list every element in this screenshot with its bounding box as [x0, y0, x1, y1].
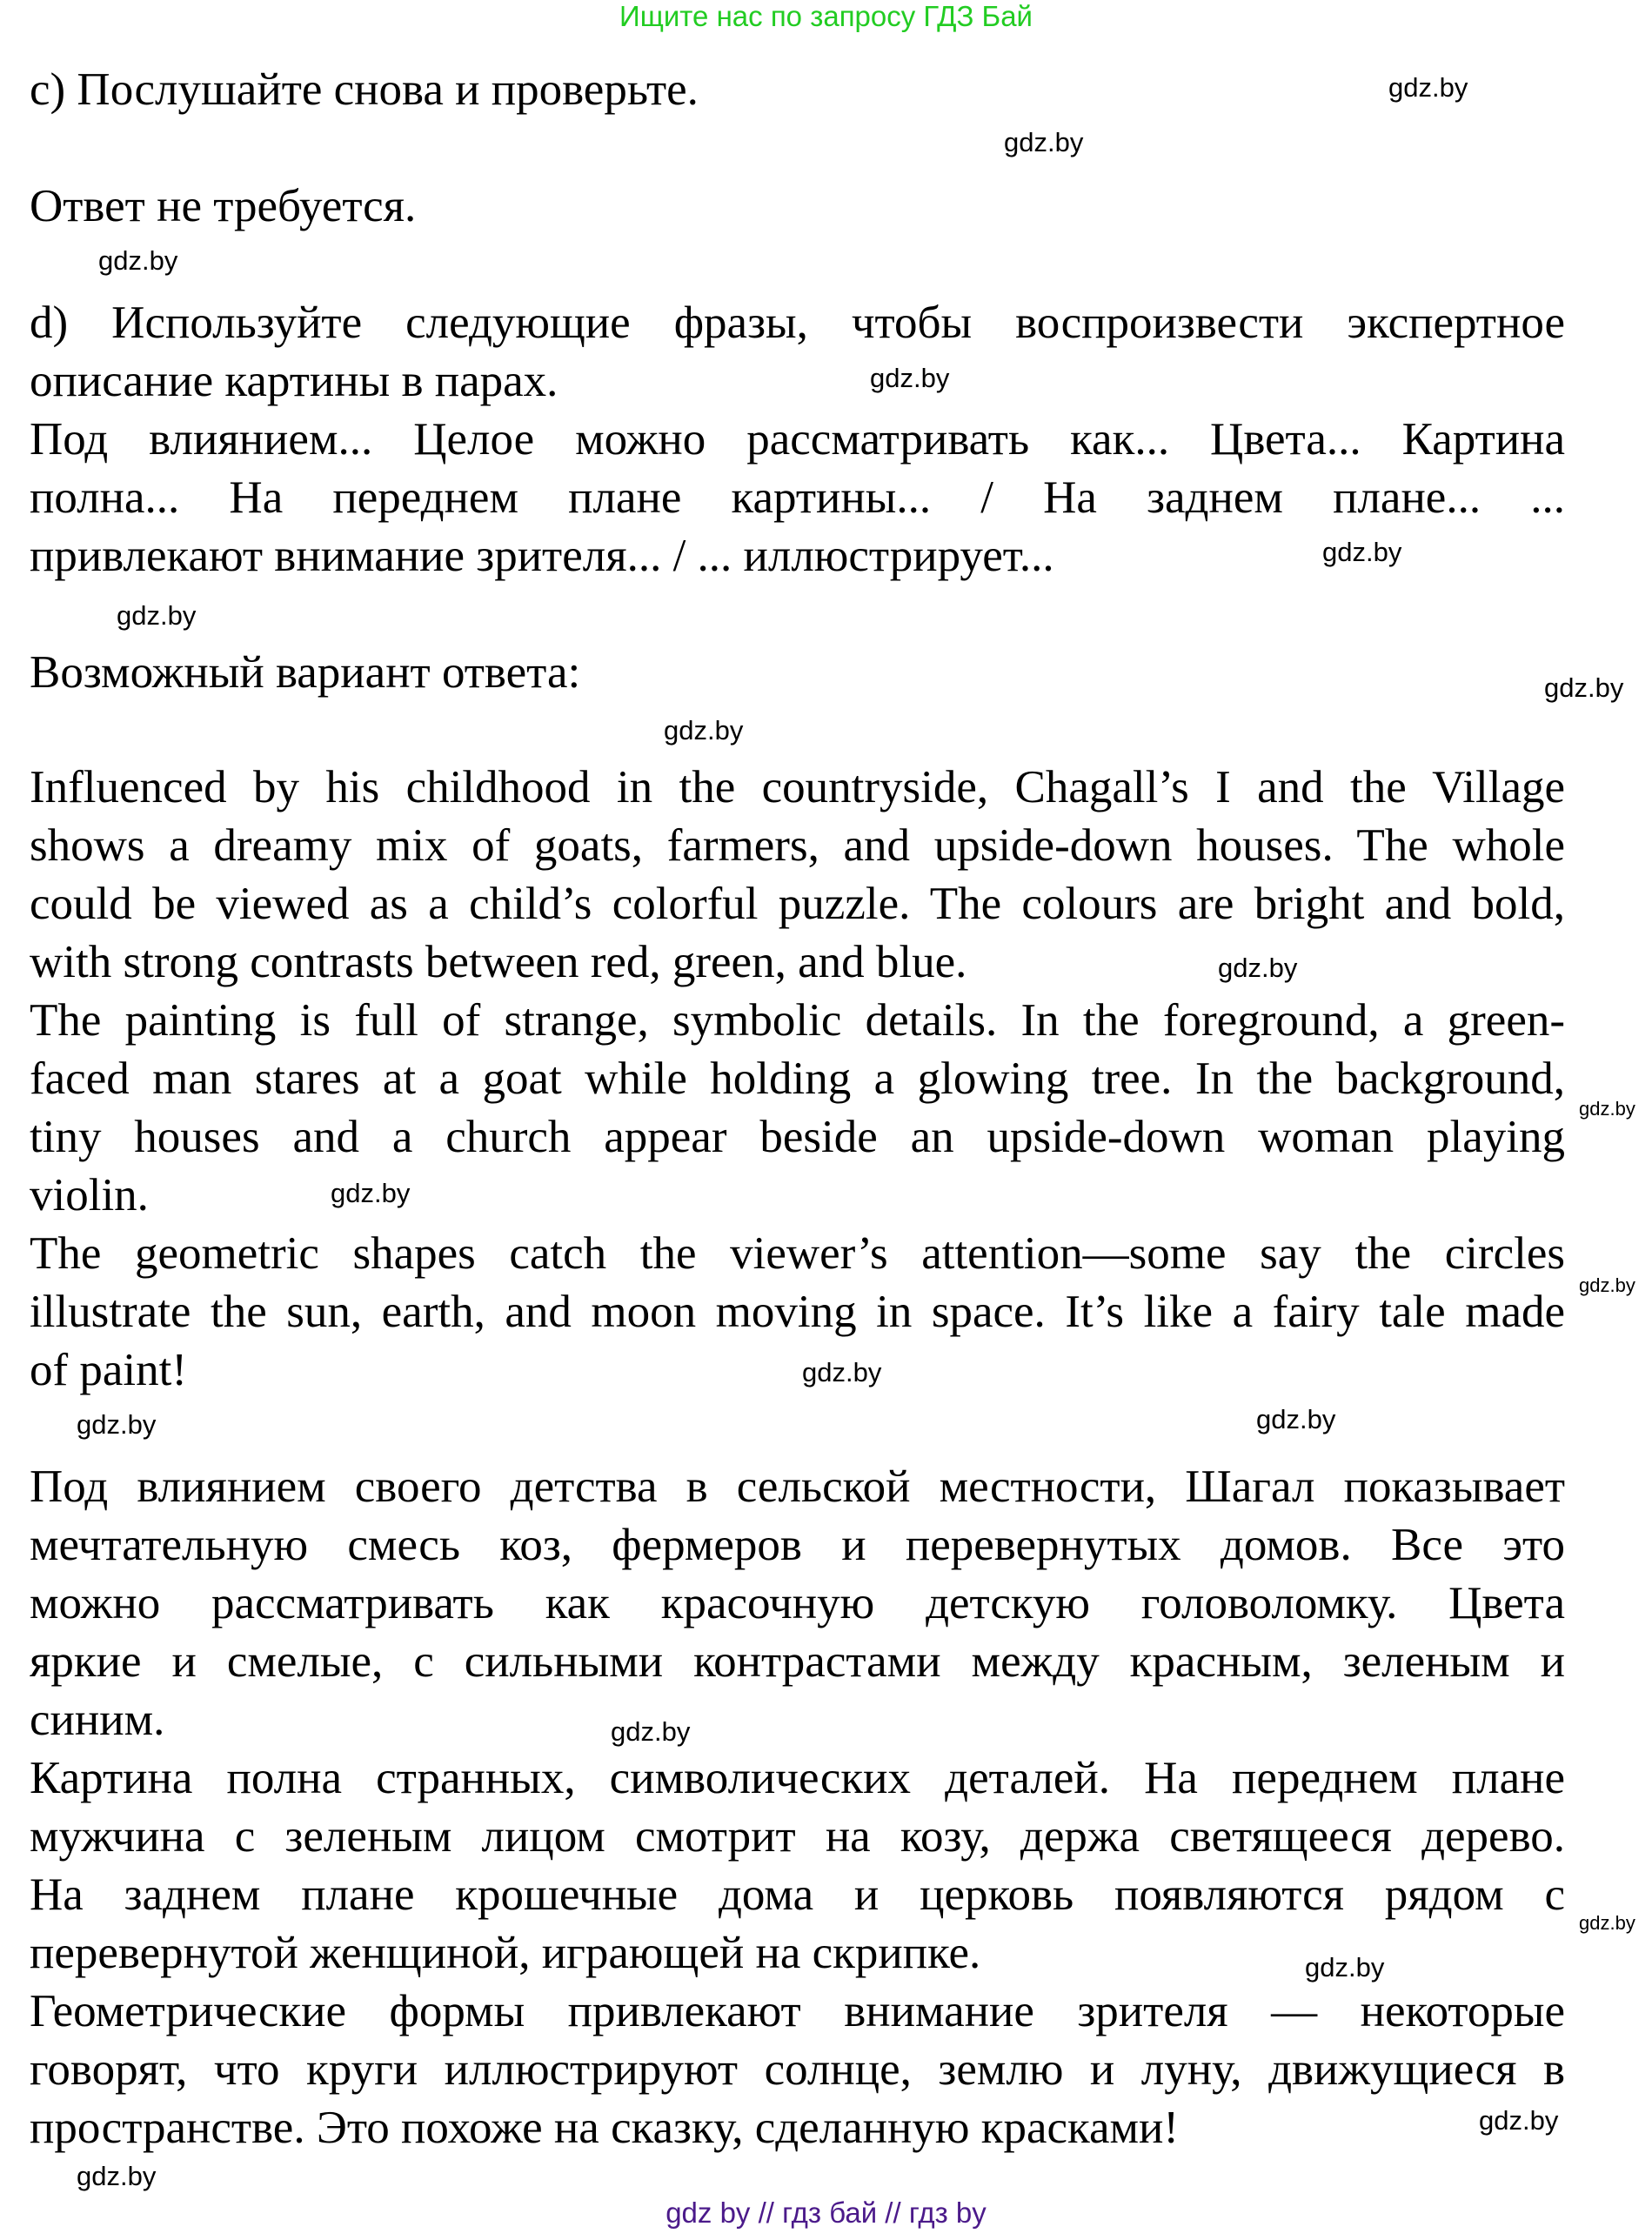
- russian-line: Геометрические формы привлекают внимание зрителя — некоторые: [30, 1986, 1565, 2036]
- russian-line: Под влиянием своего детства в сельской местности, Шагал показывает: [30, 1461, 1565, 1512]
- russian-line: говорят, что круги иллюстрируют солнце, землю и луну, движущиеся в: [30, 2044, 1565, 2095]
- watermark: gdz.by: [1544, 672, 1624, 703]
- watermark: gdz.by: [1305, 1952, 1385, 1983]
- watermark: gdz.by: [1322, 537, 1402, 567]
- english-line: violin.: [30, 1170, 149, 1220]
- phrase-line: привлекают внимание зрителя... / ... иллюстрирует...: [30, 531, 1054, 581]
- russian-line: яркие и смелые, с сильными контрастами между красным, зеленым и: [30, 1636, 1565, 1687]
- task-c: [30, 61, 1565, 119]
- watermark: gdz.by: [1004, 127, 1084, 157]
- watermark: gdz.by: [1256, 1404, 1336, 1434]
- english-line: of paint!: [30, 1345, 188, 1395]
- task-c-answer-text: Ответ не требуется.: [30, 181, 417, 231]
- russian-line: можно рассматривать как красочную детскую головоломку. Цвета: [30, 1578, 1565, 1628]
- watermark: gdz.by: [1479, 2105, 1559, 2136]
- watermark: gdz.by: [331, 1178, 411, 1208]
- russian-line: Картина полна странных, символических деталей. На переднем плане: [30, 1753, 1565, 1803]
- watermark: gdz.by: [664, 715, 744, 746]
- english-line: with strong contrasts between red, green, and blue.: [30, 937, 967, 987]
- watermark: gdz.by: [117, 600, 197, 631]
- answer-label: [30, 644, 1565, 702]
- russian-line: мечтательную смесь коз, фермеров и перевернутых домов. Все это: [30, 1520, 1565, 1570]
- russian-line: пространстве. Это похоже на сказку, сделанную красками!: [30, 2103, 1180, 2153]
- watermark: gdz.by: [870, 363, 950, 393]
- answer-label-text: Возможный вариант ответа:: [30, 647, 581, 698]
- english-line: Influenced by his childhood in the countryside, Chagall’s I and the Village: [30, 762, 1565, 812]
- english-answer: [30, 759, 1565, 1400]
- russian-line: мужчина с зеленым лицом смотрит на козу, держа светящееся дерево.: [30, 1811, 1565, 1862]
- watermark: gdz.by: [802, 1357, 882, 1387]
- watermark: gdz.by: [1579, 1912, 1635, 1934]
- english-line: tiny houses and a church appear beside an upside-down woman playing: [30, 1112, 1565, 1162]
- watermark: gdz.by: [611, 1716, 691, 1747]
- watermark: gdz.by: [77, 1409, 157, 1440]
- watermark: gdz.by: [98, 245, 178, 276]
- russian-line: синим.: [30, 1695, 165, 1745]
- phrase-line: полна... На переднем плане картины... / На заднем плане... ...: [30, 472, 1565, 523]
- english-line: could be viewed as a child’s colorful puzzle. The colours are bright and bold,: [30, 879, 1565, 929]
- task-c-text: c) Послушайте снова и проверьте.: [30, 64, 699, 115]
- english-line: illustrate the sun, earth, and moon moving in space. It’s like a fairy tale made: [30, 1287, 1565, 1337]
- watermark: gdz.by: [77, 2161, 157, 2191]
- watermark: gdz.by: [1579, 1098, 1635, 1120]
- english-line: The painting is full of strange, symbolic details. In the foreground, a green-: [30, 995, 1565, 1046]
- phrase-line: Под влиянием... Целое можно рассматривать как... Цвета... Картина: [30, 414, 1565, 465]
- russian-answer: [30, 1458, 1565, 2157]
- watermark: gdz.by: [1218, 953, 1298, 983]
- english-line: faced man stares at a goat while holding a glowing tree. In the background,: [30, 1053, 1565, 1104]
- task-c-answer: [30, 177, 1565, 236]
- russian-line: На заднем плане крошечные дома и церковь появляются рядом с: [30, 1869, 1565, 1920]
- russian-line: перевернутой женщиной, играющей на скрипке.: [30, 1928, 981, 1978]
- footer-links: gdz by // гдз бай // гдз by: [665, 2197, 987, 2229]
- search-hint-header: Ищите нас по запросу ГДЗ Бай: [619, 0, 1033, 32]
- watermark: gdz.by: [1579, 1274, 1635, 1296]
- task-d-line: d) Используйте следующие фразы, чтобы воспроизвести экспертное: [30, 298, 1565, 348]
- english-line: The geometric shapes catch the viewer’s attention—some say the circles: [30, 1228, 1565, 1279]
- english-line: shows a dreamy mix of goats, farmers, and upside-down houses. The whole: [30, 820, 1565, 871]
- task-d-line: описание картины в парах.: [30, 356, 558, 406]
- watermark: gdz.by: [1388, 72, 1468, 103]
